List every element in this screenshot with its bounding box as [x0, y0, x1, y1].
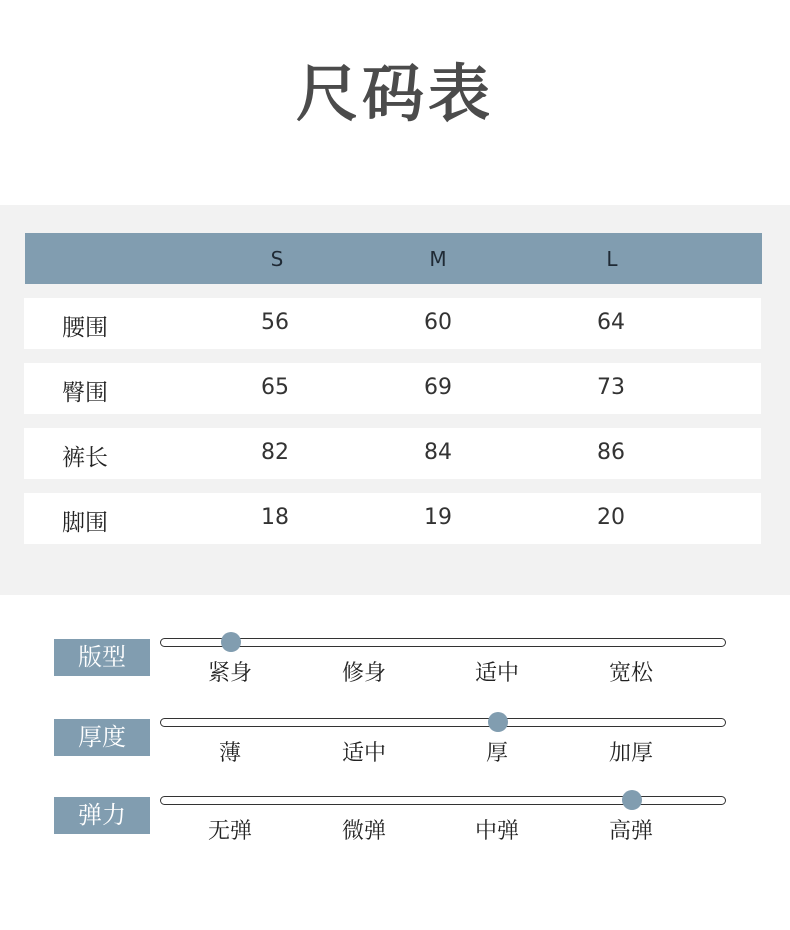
header-size-l: L [606, 247, 618, 271]
header-size-m: M [429, 247, 447, 271]
fit-option: 紧身 [207, 661, 253, 686]
fit-option: 宽松 [608, 661, 654, 686]
table-cell: 84 [424, 440, 452, 465]
fit-attribute [0, 620, 790, 686]
table-cell: 86 [597, 440, 625, 465]
thickness-attribute [0, 700, 790, 766]
table-row [24, 428, 761, 479]
table-header [25, 233, 762, 284]
elasticity-scale-track [160, 796, 726, 805]
table-row [24, 298, 761, 349]
table-row [24, 363, 761, 414]
fit-scale-knob [221, 632, 241, 652]
fit-option: 修身 [341, 661, 387, 686]
table-cell: 69 [424, 375, 452, 400]
elasticity-option: 微弹 [341, 819, 387, 844]
fit-option: 适中 [474, 661, 520, 686]
row-label: 臀围 [62, 380, 108, 406]
thickness-label: 厚度 [54, 719, 150, 756]
elasticity-attribute [0, 778, 790, 844]
fit-scale-track [160, 638, 726, 647]
table-cell: 20 [597, 505, 625, 530]
thickness-option: 适中 [341, 741, 387, 766]
elasticity-option: 无弹 [207, 819, 253, 844]
elasticity-option: 高弹 [608, 819, 654, 844]
table-cell: 60 [424, 310, 452, 335]
table-cell: 73 [597, 375, 625, 400]
row-label: 脚围 [62, 510, 108, 536]
table-cell: 64 [597, 310, 625, 335]
table-cell: 18 [261, 505, 289, 530]
fit-label: 版型 [54, 639, 150, 676]
table-row [24, 493, 761, 544]
thickness-scale-track [160, 718, 726, 727]
thickness-scale-knob [488, 712, 508, 732]
table-cell: 82 [261, 440, 289, 465]
page-title: 尺码表 [295, 57, 494, 130]
header-size-s: S [270, 247, 284, 271]
table-cell: 65 [261, 375, 289, 400]
thickness-option: 厚 [485, 741, 509, 766]
row-label: 裤长 [62, 445, 108, 471]
table-cell: 56 [261, 310, 289, 335]
elasticity-scale-knob [622, 790, 642, 810]
size-table [0, 205, 790, 595]
elasticity-option: 中弹 [474, 819, 520, 844]
row-label: 腰围 [62, 315, 108, 341]
table-cell: 19 [424, 505, 452, 530]
thickness-option: 薄 [218, 741, 242, 766]
elasticity-label: 弹力 [54, 797, 150, 834]
thickness-option: 加厚 [608, 741, 654, 766]
